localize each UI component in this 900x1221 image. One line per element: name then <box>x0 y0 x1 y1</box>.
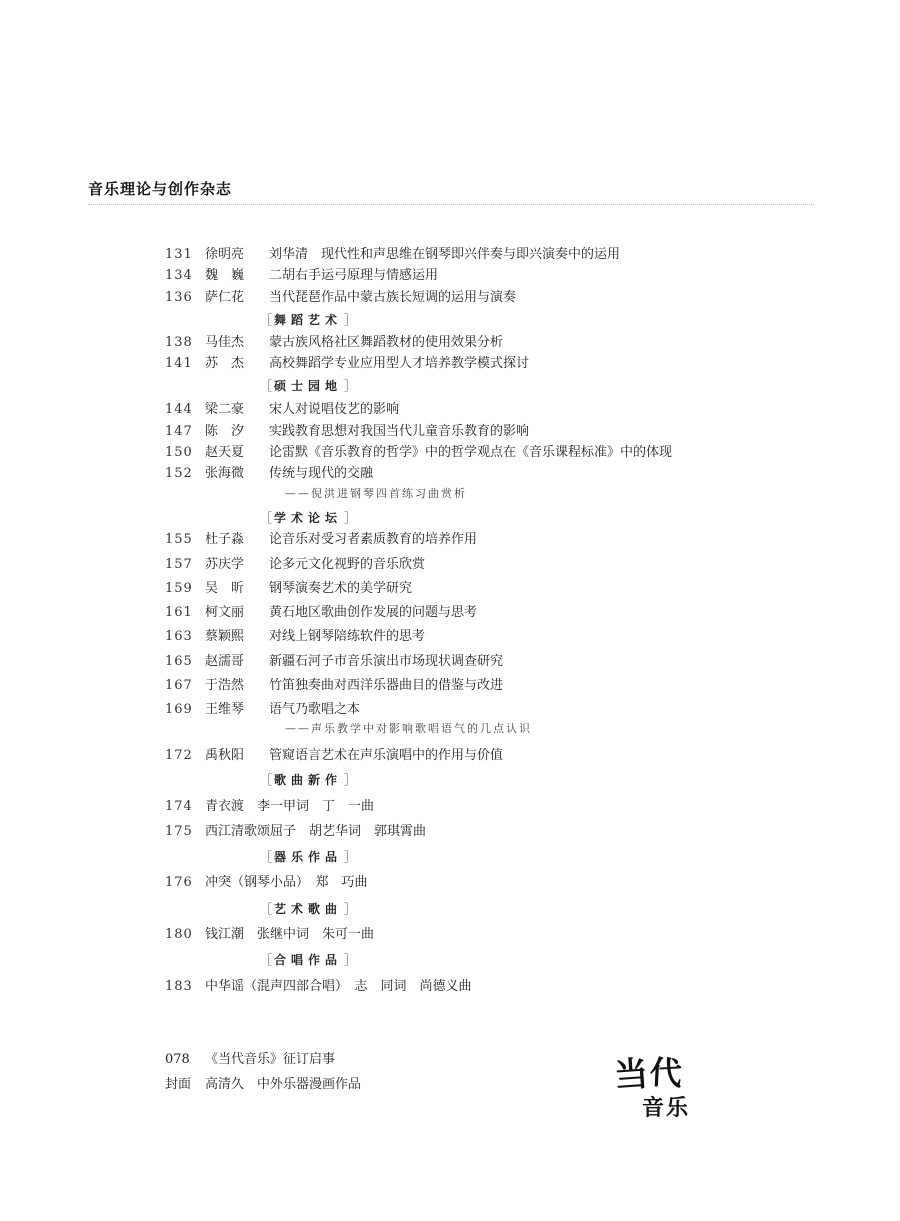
page-number: 150 <box>165 445 193 460</box>
page-number: 167 <box>165 678 193 693</box>
section-label: 硕士园地 <box>274 379 343 393</box>
article-title: 竹笛独奏曲对西洋乐器曲目的借鉴与改进 <box>269 678 504 693</box>
section-heading-choral: ［ 合唱作品 ］ <box>260 953 357 967</box>
section-heading-art-songs: ［ 艺术歌曲 ］ <box>260 902 357 916</box>
section-heading-forum: ［ 学术论坛 ］ <box>260 511 357 525</box>
article-title: 刘华清 现代性和声思维在钢琴即兴伴奏与即兴演奏中的运用 <box>269 247 621 262</box>
song-title: 中华谣（混声四部合唱） 志 同词 尚德义曲 <box>205 979 472 994</box>
article-title: 二胡右手运弓原理与情感运用 <box>269 268 439 283</box>
article-title: 传统与现代的交融 <box>269 466 374 481</box>
page-number: 144 <box>165 402 193 417</box>
page-number: 152 <box>165 466 193 481</box>
section-heading-new-songs: ［ 歌曲新作 ］ <box>260 773 357 787</box>
notice-title: 《当代音乐》征订启事 <box>205 1052 336 1067</box>
section-heading-master: ［ 硕士园地 ］ <box>260 379 357 393</box>
article-title: 黄石地区歌曲创作发展的问题与思考 <box>269 605 478 620</box>
cover-label: 封面 <box>165 1077 192 1092</box>
article-title: 论多元文化视野的音乐欣赏 <box>269 557 426 572</box>
page-number: 163 <box>165 629 193 644</box>
author: 柯文丽 <box>205 605 245 620</box>
page-number: 131 <box>165 247 193 262</box>
page-number: 136 <box>165 290 193 305</box>
author: 吴 昕 <box>205 581 245 596</box>
page-number: 169 <box>165 702 193 717</box>
song-title: 冲突（钢琴小品） 郑 巧曲 <box>205 875 368 890</box>
song-title: 钱江潮 张继中词 朱可一曲 <box>205 927 375 942</box>
article-title: 语气乃歌唱之本 <box>269 702 361 717</box>
page-number: 172 <box>165 748 193 763</box>
article-title: 论音乐对受习者素质教育的培养作用 <box>269 532 478 547</box>
page-number: 165 <box>165 654 193 669</box>
author: 蔡颖熙 <box>205 629 245 644</box>
article-title: 论雷默《音乐教育的哲学》中的哲学观点在《音乐课程标准》中的体现 <box>269 445 673 460</box>
article-title: 钢琴演奏艺术的美学研究 <box>269 581 413 596</box>
author: 王维琴 <box>205 702 245 717</box>
journal-title: 音乐理论与创作杂志 <box>88 180 233 198</box>
author: 梁二豪 <box>205 402 245 417</box>
article-subtitle: ——声乐教学中对影响歌唱语气的几点认识 <box>285 722 532 735</box>
author: 马佳杰 <box>205 335 245 350</box>
page-number: 183 <box>165 979 193 994</box>
author: 陈 汐 <box>205 424 245 439</box>
page-number: 147 <box>165 424 193 439</box>
section-label: 艺术歌曲 <box>274 902 343 916</box>
page-number: 134 <box>165 268 193 283</box>
article-title: 高校舞蹈学专业应用型人才培养教学模式探讨 <box>269 356 530 371</box>
article-title: 实践教育思想对我国当代儿童音乐教育的影响 <box>269 424 530 439</box>
page-number: 159 <box>165 581 193 596</box>
page-number: 174 <box>165 799 193 814</box>
section-heading-dance: ［ 舞蹈艺术 ］ <box>260 313 357 327</box>
article-title: 对线上钢琴陪练软件的思考 <box>269 629 426 644</box>
article-title: 管窥语言艺术在声乐演唱中的作用与价值 <box>269 748 504 763</box>
author: 萨仁花 <box>205 290 245 305</box>
article-title: 当代琵琶作品中蒙古族长短调的运用与演奏 <box>269 290 517 305</box>
section-label: 舞蹈艺术 <box>274 313 343 327</box>
svg-text:音: 音 <box>642 1095 665 1118</box>
journal-logo <box>612 1052 692 1118</box>
author: 苏 杰 <box>205 356 245 371</box>
page-number: 078 <box>165 1052 190 1067</box>
author: 徐明亮 <box>205 247 245 262</box>
author: 魏 巍 <box>205 268 245 283</box>
author: 于浩然 <box>205 678 245 693</box>
svg-text:当: 当 <box>612 1053 650 1097</box>
page-number: 155 <box>165 532 193 547</box>
page-number: 176 <box>165 875 193 890</box>
author: 赵濡哥 <box>205 654 245 669</box>
article-title: 蒙古族风格社区舞蹈教材的使用效果分析 <box>269 335 504 350</box>
page-number: 141 <box>165 356 193 371</box>
page-number: 138 <box>165 335 193 350</box>
page-number: 180 <box>165 927 193 942</box>
cover-description: 高清久 中外乐器漫画作品 <box>205 1077 362 1092</box>
page-number: 161 <box>165 605 193 620</box>
article-title: 宋人对说唱伎艺的影响 <box>269 402 400 417</box>
page-number: 157 <box>165 557 193 572</box>
author: 杜子淼 <box>205 532 245 547</box>
song-title: 西江清歌颂屈子 胡艺华词 郭琪霄曲 <box>205 824 427 839</box>
article-title: 新疆石河子市音乐演出市场现状调查研究 <box>269 654 504 669</box>
article-subtitle: ——倪洪进钢琴四首练习曲赏析 <box>285 487 467 500</box>
svg-text:代: 代 <box>648 1053 683 1093</box>
page-number: 175 <box>165 824 193 839</box>
section-label: 学术论坛 <box>274 511 343 525</box>
author: 赵天夏 <box>205 445 245 460</box>
svg-text:乐: 乐 <box>666 1095 689 1118</box>
author: 禹秋阳 <box>205 748 245 763</box>
author: 张海微 <box>205 466 245 481</box>
section-label: 器乐作品 <box>274 850 343 864</box>
section-heading-instrumental: ［ 器乐作品 ］ <box>260 850 357 864</box>
section-label: 歌曲新作 <box>274 773 343 787</box>
author: 苏庆学 <box>205 557 245 572</box>
section-label: 合唱作品 <box>274 953 343 967</box>
song-title: 青衣渡 李一甲词 丁 一曲 <box>205 799 375 814</box>
